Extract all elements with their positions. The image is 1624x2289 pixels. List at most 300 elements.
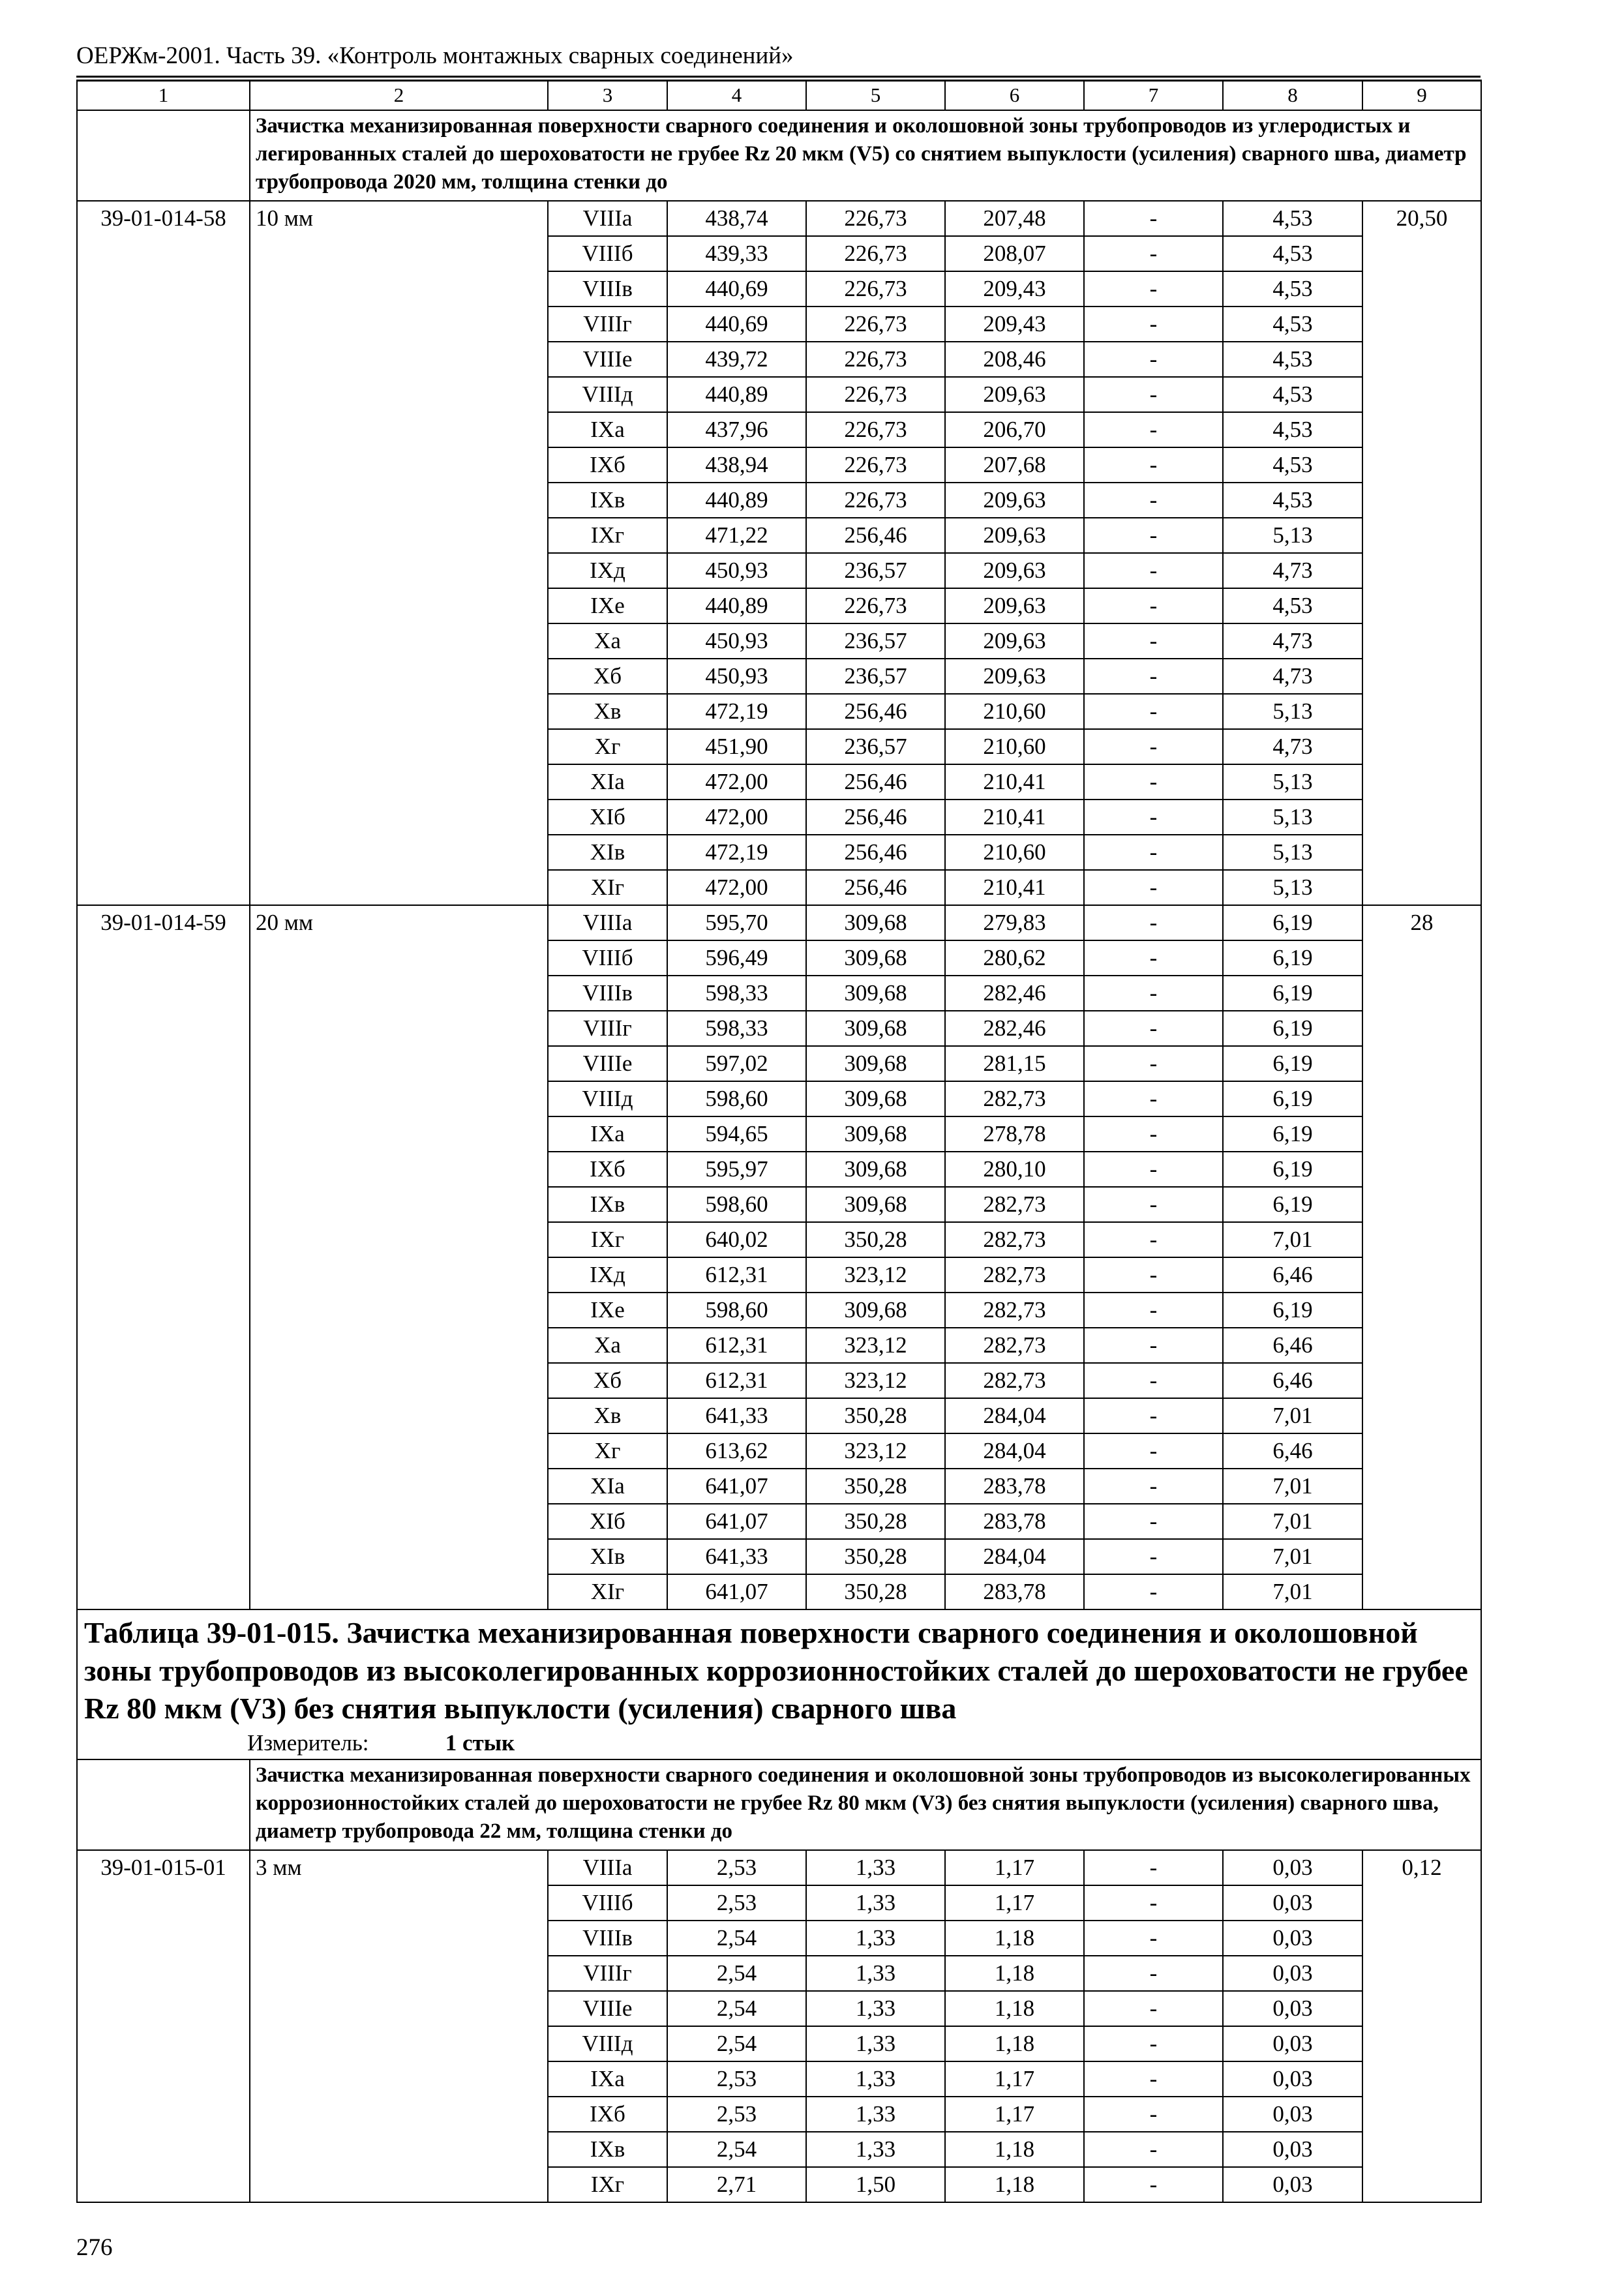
total-cost-cell: 641,07: [667, 1469, 806, 1504]
drivers-wages-cell: -: [1084, 905, 1223, 940]
zone-cell: Xв: [548, 694, 667, 729]
wall-thickness: 20 мм: [250, 905, 548, 1609]
materials-cost-cell: 7,01: [1223, 1574, 1362, 1609]
materials-cost-cell: 5,13: [1223, 800, 1362, 835]
measure-unit: 1 стык: [445, 1730, 515, 1756]
column-number: 5: [806, 80, 945, 110]
page-header: ОЕРЖм-2001. Часть 39. «Контроль монтажных сварных соединений»: [76, 40, 1481, 78]
zone-cell: XIа: [548, 1469, 667, 1504]
machines-cost-cell: 1,18: [945, 2132, 1084, 2167]
zone-cell: VIIIв: [548, 976, 667, 1011]
section2-title: Таблица 39-01-015. Зачистка механизированная поверхности сварного соединения и околошовной зоны трубопроводов из высоколегированных коррозионностойких сталей до шероховатости не грубее Rz 80 мкм (V3) без снятия выпуклости (усиления) сварного шва: [84, 1616, 1468, 1725]
materials-cost-cell: 6,19: [1223, 976, 1362, 1011]
measure-line: [84, 1728, 1475, 1759]
wages-cell: 1,33: [806, 1850, 945, 1885]
total-cost-cell: 440,89: [667, 377, 806, 412]
wages-cell: 309,68: [806, 1046, 945, 1081]
drivers-wages-cell: -: [1084, 1921, 1223, 1956]
wages-cell: 256,46: [806, 518, 945, 553]
materials-cost-cell: 4,53: [1223, 447, 1362, 483]
empty-cell: [77, 110, 250, 201]
materials-cost-cell: 0,03: [1223, 2026, 1362, 2061]
column-number: 3: [548, 80, 667, 110]
total-cost-cell: 440,89: [667, 483, 806, 518]
total-cost-cell: 595,70: [667, 905, 806, 940]
wages-cell: 236,57: [806, 659, 945, 694]
machines-cost-cell: 283,78: [945, 1574, 1084, 1609]
drivers-wages-cell: -: [1084, 1257, 1223, 1293]
column-number: 9: [1362, 80, 1481, 110]
materials-cost-cell: 0,03: [1223, 2061, 1362, 2097]
materials-cost-cell: 7,01: [1223, 1222, 1362, 1257]
zone-cell: IXг: [548, 2167, 667, 2202]
zone-cell: IXд: [548, 1257, 667, 1293]
drivers-wages-cell: -: [1084, 236, 1223, 271]
zone-cell: VIIIб: [548, 1885, 667, 1921]
zone-cell: IXа: [548, 412, 667, 447]
materials-cost-cell: 0,03: [1223, 1956, 1362, 1991]
drivers-wages-cell: -: [1084, 1850, 1223, 1885]
drivers-wages-cell: -: [1084, 1363, 1223, 1398]
wages-cell: 323,12: [806, 1257, 945, 1293]
zone-cell: XIб: [548, 1504, 667, 1539]
materials-cost-cell: 4,53: [1223, 412, 1362, 447]
wages-cell: 309,68: [806, 1011, 945, 1046]
materials-cost-cell: 4,73: [1223, 553, 1362, 588]
zone-cell: Xб: [548, 1363, 667, 1398]
drivers-wages-cell: -: [1084, 800, 1223, 835]
materials-cost-cell: 0,03: [1223, 1991, 1362, 2026]
total-cost-cell: 641,07: [667, 1574, 806, 1609]
drivers-wages-cell: -: [1084, 1956, 1223, 1991]
wages-cell: 256,46: [806, 870, 945, 905]
drivers-wages-cell: -: [1084, 1398, 1223, 1433]
machines-cost-cell: 284,04: [945, 1398, 1084, 1433]
machines-cost-cell: 210,60: [945, 694, 1084, 729]
machines-cost-cell: 1,18: [945, 2026, 1084, 2061]
labor-cost: 28: [1362, 905, 1481, 1609]
machines-cost-cell: 207,68: [945, 447, 1084, 483]
machines-cost-cell: 209,43: [945, 271, 1084, 307]
materials-cost-cell: 0,03: [1223, 2097, 1362, 2132]
drivers-wages-cell: -: [1084, 1433, 1223, 1469]
zone-cell: IXв: [548, 2132, 667, 2167]
materials-cost-cell: 6,19: [1223, 1116, 1362, 1152]
total-cost-cell: 450,93: [667, 553, 806, 588]
materials-cost-cell: 4,73: [1223, 729, 1362, 764]
machines-cost-cell: 282,46: [945, 1011, 1084, 1046]
total-cost-cell: 596,49: [667, 940, 806, 976]
total-cost-cell: 598,60: [667, 1293, 806, 1328]
total-cost-cell: 612,31: [667, 1328, 806, 1363]
materials-cost-cell: 5,13: [1223, 518, 1362, 553]
block1-description: Зачистка механизированная поверхности сварного соединения и околошовной зоны трубопроводов из углеродистых и легированных сталей до шероховатости не грубее Rz 20 мкм (V5) со снятием выпуклости (усиления) сварного шва, диаметр трубопровода 2020 мм, толщина стенки до: [250, 110, 1481, 201]
machines-cost-cell: 209,63: [945, 659, 1084, 694]
materials-cost-cell: 4,53: [1223, 342, 1362, 377]
wages-cell: 309,68: [806, 1187, 945, 1222]
page-number: 276: [76, 2234, 113, 2261]
materials-cost-cell: 7,01: [1223, 1539, 1362, 1574]
drivers-wages-cell: -: [1084, 940, 1223, 976]
zone-cell: VIIIв: [548, 271, 667, 307]
materials-cost-cell: 0,03: [1223, 1850, 1362, 1885]
total-cost-cell: 440,89: [667, 588, 806, 623]
column-number: 6: [945, 80, 1084, 110]
materials-cost-cell: 7,01: [1223, 1504, 1362, 1539]
materials-cost-cell: 7,01: [1223, 1398, 1362, 1433]
zone-cell: XIв: [548, 1539, 667, 1574]
rate-code: 39-01-014-58: [77, 201, 250, 905]
drivers-wages-cell: -: [1084, 201, 1223, 236]
machines-cost-cell: 210,41: [945, 870, 1084, 905]
machines-cost-cell: 209,63: [945, 483, 1084, 518]
total-cost-cell: 450,93: [667, 659, 806, 694]
drivers-wages-cell: -: [1084, 483, 1223, 518]
table-row: [77, 1850, 1481, 1885]
total-cost-cell: 2,54: [667, 1956, 806, 1991]
wages-cell: 226,73: [806, 236, 945, 271]
total-cost-cell: 437,96: [667, 412, 806, 447]
zone-cell: VIIIд: [548, 2026, 667, 2061]
total-cost-cell: 2,53: [667, 2061, 806, 2097]
wages-cell: 256,46: [806, 800, 945, 835]
zone-cell: VIIIг: [548, 307, 667, 342]
wages-cell: 350,28: [806, 1504, 945, 1539]
wages-cell: 256,46: [806, 694, 945, 729]
machines-cost-cell: 209,63: [945, 518, 1084, 553]
machines-cost-cell: 282,46: [945, 976, 1084, 1011]
drivers-wages-cell: -: [1084, 1046, 1223, 1081]
machines-cost-cell: 207,48: [945, 201, 1084, 236]
drivers-wages-cell: -: [1084, 1152, 1223, 1187]
drivers-wages-cell: -: [1084, 342, 1223, 377]
materials-cost-cell: 6,19: [1223, 1081, 1362, 1116]
machines-cost-cell: 278,78: [945, 1116, 1084, 1152]
materials-cost-cell: 6,19: [1223, 1011, 1362, 1046]
zone-cell: Xа: [548, 623, 667, 659]
machines-cost-cell: 281,15: [945, 1046, 1084, 1081]
total-cost-cell: 2,54: [667, 2132, 806, 2167]
rate-code: 39-01-014-59: [77, 905, 250, 1609]
zone-cell: VIIIа: [548, 1850, 667, 1885]
zone-cell: IXв: [548, 1187, 667, 1222]
zone-cell: XIг: [548, 870, 667, 905]
wages-cell: 256,46: [806, 835, 945, 870]
materials-cost-cell: 5,13: [1223, 764, 1362, 800]
drivers-wages-cell: -: [1084, 764, 1223, 800]
wages-cell: 309,68: [806, 940, 945, 976]
total-cost-cell: 2,54: [667, 2026, 806, 2061]
total-cost-cell: 641,33: [667, 1398, 806, 1433]
machines-cost-cell: 282,73: [945, 1222, 1084, 1257]
zone-cell: VIIIб: [548, 940, 667, 976]
total-cost-cell: 597,02: [667, 1046, 806, 1081]
total-cost-cell: 2,54: [667, 1921, 806, 1956]
wages-cell: 256,46: [806, 764, 945, 800]
total-cost-cell: 2,71: [667, 2167, 806, 2202]
total-cost-cell: 2,53: [667, 1885, 806, 1921]
machines-cost-cell: 282,73: [945, 1363, 1084, 1398]
wages-cell: 309,68: [806, 1116, 945, 1152]
machines-cost-cell: 282,73: [945, 1187, 1084, 1222]
wages-cell: 1,33: [806, 1956, 945, 1991]
wall-thickness: 10 мм: [250, 201, 548, 905]
table-body: [77, 80, 1481, 2202]
wages-cell: 309,68: [806, 1293, 945, 1328]
materials-cost-cell: 0,03: [1223, 1885, 1362, 1921]
rate-code: 39-01-015-01: [77, 1850, 250, 2202]
drivers-wages-cell: -: [1084, 307, 1223, 342]
machines-cost-cell: 280,10: [945, 1152, 1084, 1187]
materials-cost-cell: 0,03: [1223, 2132, 1362, 2167]
column-number: 1: [77, 80, 250, 110]
wages-cell: 350,28: [806, 1539, 945, 1574]
block2-description-row: [77, 1759, 1481, 1850]
drivers-wages-cell: -: [1084, 2167, 1223, 2202]
drivers-wages-cell: -: [1084, 835, 1223, 870]
wages-cell: 1,33: [806, 2097, 945, 2132]
materials-cost-cell: 6,19: [1223, 1293, 1362, 1328]
drivers-wages-cell: -: [1084, 1187, 1223, 1222]
zone-cell: IXб: [548, 447, 667, 483]
materials-cost-cell: 4,53: [1223, 271, 1362, 307]
wages-cell: 309,68: [806, 1152, 945, 1187]
materials-cost-cell: 4,53: [1223, 201, 1362, 236]
materials-cost-cell: 6,46: [1223, 1257, 1362, 1293]
drivers-wages-cell: -: [1084, 377, 1223, 412]
total-cost-cell: 472,19: [667, 835, 806, 870]
total-cost-cell: 472,19: [667, 694, 806, 729]
materials-cost-cell: 6,19: [1223, 1187, 1362, 1222]
total-cost-cell: 440,69: [667, 271, 806, 307]
materials-cost-cell: 6,19: [1223, 1046, 1362, 1081]
materials-cost-cell: 4,73: [1223, 659, 1362, 694]
drivers-wages-cell: -: [1084, 2132, 1223, 2167]
materials-cost-cell: 6,46: [1223, 1363, 1362, 1398]
zone-cell: IXг: [548, 1222, 667, 1257]
machines-cost-cell: 209,43: [945, 307, 1084, 342]
wages-cell: 226,73: [806, 342, 945, 377]
drivers-wages-cell: -: [1084, 729, 1223, 764]
drivers-wages-cell: -: [1084, 518, 1223, 553]
zone-cell: VIIIе: [548, 342, 667, 377]
drivers-wages-cell: -: [1084, 1116, 1223, 1152]
total-cost-cell: 612,31: [667, 1257, 806, 1293]
wages-cell: 323,12: [806, 1328, 945, 1363]
table-row: [77, 201, 1481, 236]
wages-cell: 350,28: [806, 1398, 945, 1433]
materials-cost-cell: 4,53: [1223, 307, 1362, 342]
machines-cost-cell: 1,17: [945, 1850, 1084, 1885]
total-cost-cell: 2,54: [667, 1991, 806, 2026]
total-cost-cell: 640,02: [667, 1222, 806, 1257]
total-cost-cell: 472,00: [667, 800, 806, 835]
drivers-wages-cell: -: [1084, 412, 1223, 447]
zone-cell: Xа: [548, 1328, 667, 1363]
machines-cost-cell: 209,63: [945, 553, 1084, 588]
machines-cost-cell: 1,18: [945, 1956, 1084, 1991]
block2-description: Зачистка механизированная поверхности сварного соединения и околошовной зоны трубопроводов из высоколегированных коррозионностойких сталей до шероховатости не грубее Rz 80 мкм (V3) без снятия выпуклости (усиления) сварного шва, диаметр трубопровода 22 мм, толщина стенки до: [250, 1759, 1481, 1850]
wages-cell: 350,28: [806, 1469, 945, 1504]
wages-cell: 309,68: [806, 905, 945, 940]
drivers-wages-cell: -: [1084, 1328, 1223, 1363]
column-number: 7: [1084, 80, 1223, 110]
zone-cell: IXе: [548, 1293, 667, 1328]
materials-cost-cell: 6,19: [1223, 905, 1362, 940]
materials-cost-cell: 4,53: [1223, 483, 1362, 518]
materials-cost-cell: 5,13: [1223, 870, 1362, 905]
machines-cost-cell: 282,73: [945, 1293, 1084, 1328]
drivers-wages-cell: -: [1084, 1469, 1223, 1504]
zone-cell: VIIIа: [548, 905, 667, 940]
zone-cell: Xб: [548, 659, 667, 694]
machines-cost-cell: 1,18: [945, 1991, 1084, 2026]
machines-cost-cell: 284,04: [945, 1433, 1084, 1469]
wages-cell: 350,28: [806, 1574, 945, 1609]
drivers-wages-cell: -: [1084, 976, 1223, 1011]
wages-cell: 309,68: [806, 1081, 945, 1116]
machines-cost-cell: 279,83: [945, 905, 1084, 940]
wages-cell: 309,68: [806, 976, 945, 1011]
zone-cell: VIIIе: [548, 1991, 667, 2026]
wages-cell: 226,73: [806, 412, 945, 447]
zone-cell: VIIIд: [548, 1081, 667, 1116]
drivers-wages-cell: -: [1084, 2061, 1223, 2097]
materials-cost-cell: 4,53: [1223, 236, 1362, 271]
zone-cell: IXе: [548, 588, 667, 623]
machines-cost-cell: 283,78: [945, 1504, 1084, 1539]
column-number: 2: [250, 80, 548, 110]
drivers-wages-cell: -: [1084, 1222, 1223, 1257]
drivers-wages-cell: -: [1084, 1293, 1223, 1328]
drivers-wages-cell: -: [1084, 1539, 1223, 1574]
drivers-wages-cell: -: [1084, 623, 1223, 659]
drivers-wages-cell: -: [1084, 1504, 1223, 1539]
zone-cell: IXб: [548, 1152, 667, 1187]
materials-cost-cell: 4,73: [1223, 623, 1362, 659]
measure-label: Измеритель:: [247, 1730, 369, 1756]
total-cost-cell: 471,22: [667, 518, 806, 553]
total-cost-cell: 598,60: [667, 1187, 806, 1222]
materials-cost-cell: 6,46: [1223, 1328, 1362, 1363]
materials-cost-cell: 7,01: [1223, 1469, 1362, 1504]
wages-cell: 323,12: [806, 1363, 945, 1398]
machines-cost-cell: 1,17: [945, 1885, 1084, 1921]
zone-cell: Xг: [548, 729, 667, 764]
zone-cell: VIIIг: [548, 1956, 667, 1991]
machines-cost-cell: 1,18: [945, 2167, 1084, 2202]
machines-cost-cell: 209,63: [945, 588, 1084, 623]
total-cost-cell: 440,69: [667, 307, 806, 342]
machines-cost-cell: 209,63: [945, 377, 1084, 412]
zone-cell: IXд: [548, 553, 667, 588]
price-table: [76, 80, 1482, 2203]
drivers-wages-cell: -: [1084, 1081, 1223, 1116]
total-cost-cell: 594,65: [667, 1116, 806, 1152]
zone-cell: VIIIб: [548, 236, 667, 271]
machines-cost-cell: 210,41: [945, 764, 1084, 800]
wages-cell: 226,73: [806, 271, 945, 307]
wages-cell: 236,57: [806, 729, 945, 764]
materials-cost-cell: 5,13: [1223, 835, 1362, 870]
total-cost-cell: 438,94: [667, 447, 806, 483]
machines-cost-cell: 210,41: [945, 800, 1084, 835]
total-cost-cell: 598,60: [667, 1081, 806, 1116]
zone-cell: IXа: [548, 1116, 667, 1152]
drivers-wages-cell: -: [1084, 1574, 1223, 1609]
labor-cost: 0,12: [1362, 1850, 1481, 2202]
machines-cost-cell: 209,63: [945, 623, 1084, 659]
empty-cell: [77, 1759, 250, 1850]
machines-cost-cell: 282,73: [945, 1328, 1084, 1363]
machines-cost-cell: 1,18: [945, 1921, 1084, 1956]
wages-cell: 1,33: [806, 1921, 945, 1956]
materials-cost-cell: 0,03: [1223, 1921, 1362, 1956]
wall-thickness: 3 мм: [250, 1850, 548, 2202]
zone-cell: XIа: [548, 764, 667, 800]
machines-cost-cell: 210,60: [945, 835, 1084, 870]
total-cost-cell: 598,33: [667, 976, 806, 1011]
wages-cell: 226,73: [806, 307, 945, 342]
wages-cell: 226,73: [806, 588, 945, 623]
wages-cell: 226,73: [806, 377, 945, 412]
wages-cell: 1,33: [806, 2026, 945, 2061]
drivers-wages-cell: -: [1084, 1991, 1223, 2026]
drivers-wages-cell: -: [1084, 1011, 1223, 1046]
wages-cell: 236,57: [806, 623, 945, 659]
total-cost-cell: 612,31: [667, 1363, 806, 1398]
total-cost-cell: 641,07: [667, 1504, 806, 1539]
zone-cell: IXв: [548, 483, 667, 518]
total-cost-cell: 2,53: [667, 1850, 806, 1885]
zone-cell: VIIIа: [548, 201, 667, 236]
zone-cell: VIIIв: [548, 1921, 667, 1956]
total-cost-cell: 598,33: [667, 1011, 806, 1046]
wages-cell: 1,33: [806, 2132, 945, 2167]
machines-cost-cell: 210,60: [945, 729, 1084, 764]
total-cost-cell: 472,00: [667, 870, 806, 905]
drivers-wages-cell: -: [1084, 2026, 1223, 2061]
wages-cell: 323,12: [806, 1433, 945, 1469]
wages-cell: 1,33: [806, 1991, 945, 2026]
zone-cell: Xг: [548, 1433, 667, 1469]
column-numbers-row: [77, 80, 1481, 110]
zone-cell: IXа: [548, 2061, 667, 2097]
machines-cost-cell: 1,17: [945, 2097, 1084, 2132]
machines-cost-cell: 283,78: [945, 1469, 1084, 1504]
total-cost-cell: 595,97: [667, 1152, 806, 1187]
drivers-wages-cell: -: [1084, 694, 1223, 729]
machines-cost-cell: 282,73: [945, 1257, 1084, 1293]
zone-cell: XIв: [548, 835, 667, 870]
machines-cost-cell: 282,73: [945, 1081, 1084, 1116]
wages-cell: 1,33: [806, 2061, 945, 2097]
wages-cell: 226,73: [806, 201, 945, 236]
total-cost-cell: 613,62: [667, 1433, 806, 1469]
drivers-wages-cell: -: [1084, 1885, 1223, 1921]
total-cost-cell: 439,33: [667, 236, 806, 271]
total-cost-cell: 438,74: [667, 201, 806, 236]
column-number: 4: [667, 80, 806, 110]
materials-cost-cell: 5,13: [1223, 694, 1362, 729]
section2-header-row: [77, 1609, 1481, 1759]
wages-cell: 1,33: [806, 1885, 945, 1921]
machines-cost-cell: 208,07: [945, 236, 1084, 271]
machines-cost-cell: 206,70: [945, 412, 1084, 447]
zone-cell: VIIIе: [548, 1046, 667, 1081]
drivers-wages-cell: -: [1084, 447, 1223, 483]
section2-header: [77, 1609, 1481, 1759]
